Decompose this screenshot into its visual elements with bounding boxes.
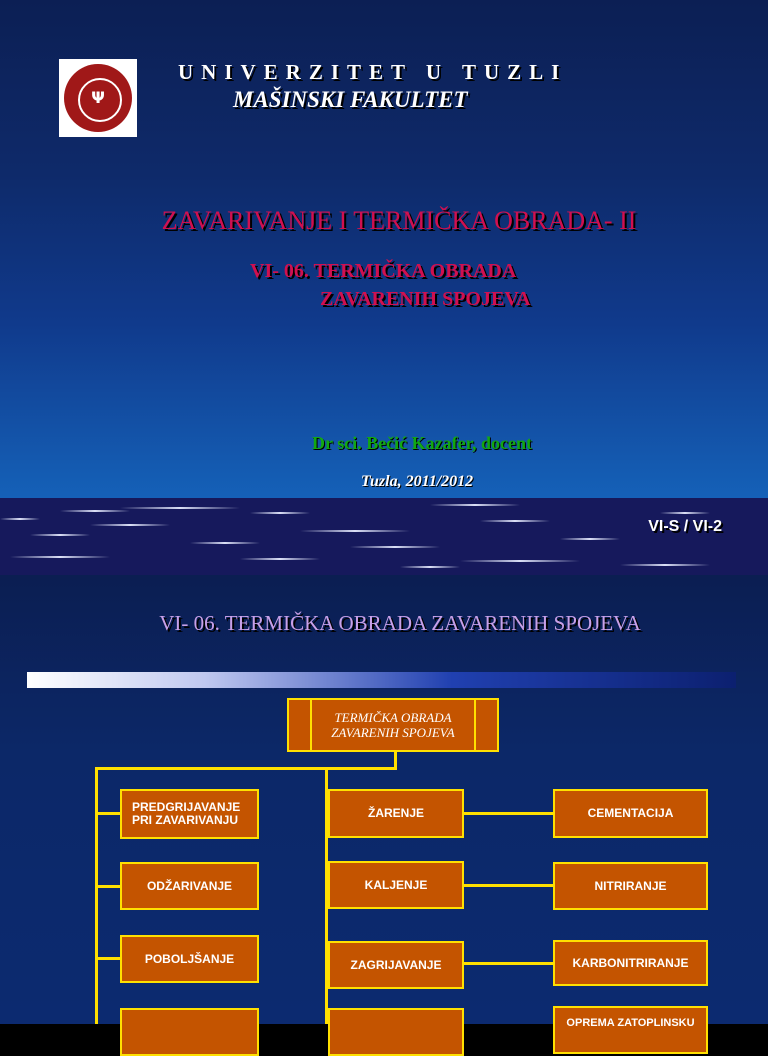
slide-code: VI-S / VI-2: [648, 518, 722, 535]
connector-line: [95, 885, 122, 888]
node-right-4: OPREMA ZATOPLINSKU: [553, 1006, 708, 1054]
node-middle-1: ŽARENJE: [328, 789, 464, 838]
node-left-4: [120, 1008, 259, 1056]
faculty-name: MAŠINSKI FAKULTET: [233, 87, 468, 112]
lecture-title-line1: VI- 06. TERMIČKA OBRADA: [250, 260, 517, 282]
lecture-title-line2: ZAVARENIH SPOJEVA: [320, 288, 531, 310]
root-node-divider: [310, 700, 312, 750]
node-middle-4: [328, 1008, 464, 1056]
node-left-1: PREDGRIJAVANJE PRI ZAVARIVANJU: [120, 789, 259, 839]
university-name: UNIVERZITET U TUZLI: [178, 60, 568, 84]
connector-line: [462, 812, 555, 815]
connector-line: [95, 767, 327, 770]
place-year: Tuzla, 2011/2012: [360, 473, 474, 490]
connector-line: [462, 884, 555, 887]
slide-title: VI- 06. TERMIČKA OBRADA ZAVARENIH SPOJEVA: [159, 611, 641, 635]
title-slide: [0, 0, 768, 498]
connector-line: [325, 767, 397, 770]
node-right-1: CEMENTACIJA: [553, 789, 708, 838]
connector-line: [95, 957, 122, 960]
node-left-3: POBOLJŠANJE: [120, 935, 259, 983]
node-right-2: NITRIRANJE: [553, 862, 708, 910]
title-underline-bar: [27, 672, 736, 688]
root-node: TERMIČKA OBRADA ZAVARENIH SPOJEVA: [287, 698, 499, 752]
university-logo: Ψ: [59, 59, 137, 137]
decorative-band: [0, 498, 768, 575]
course-title: ZAVARIVANJE I TERMIČKA OBRADA- II: [161, 206, 637, 235]
connector-line: [95, 812, 122, 815]
author-name: Dr sci. Bečić Kazafer, docent: [312, 433, 532, 453]
node-right-3: KARBONITRIRANJE: [553, 940, 708, 986]
connector-line: [462, 962, 555, 965]
node-left-2: ODŽARIVANJE: [120, 862, 259, 910]
connector-line: [95, 767, 98, 1024]
node-middle-2: KALJENJE: [328, 861, 464, 909]
root-node-divider: [474, 700, 476, 750]
node-middle-3: ZAGRIJAVANJE: [328, 941, 464, 989]
connector-line: [394, 752, 397, 768]
